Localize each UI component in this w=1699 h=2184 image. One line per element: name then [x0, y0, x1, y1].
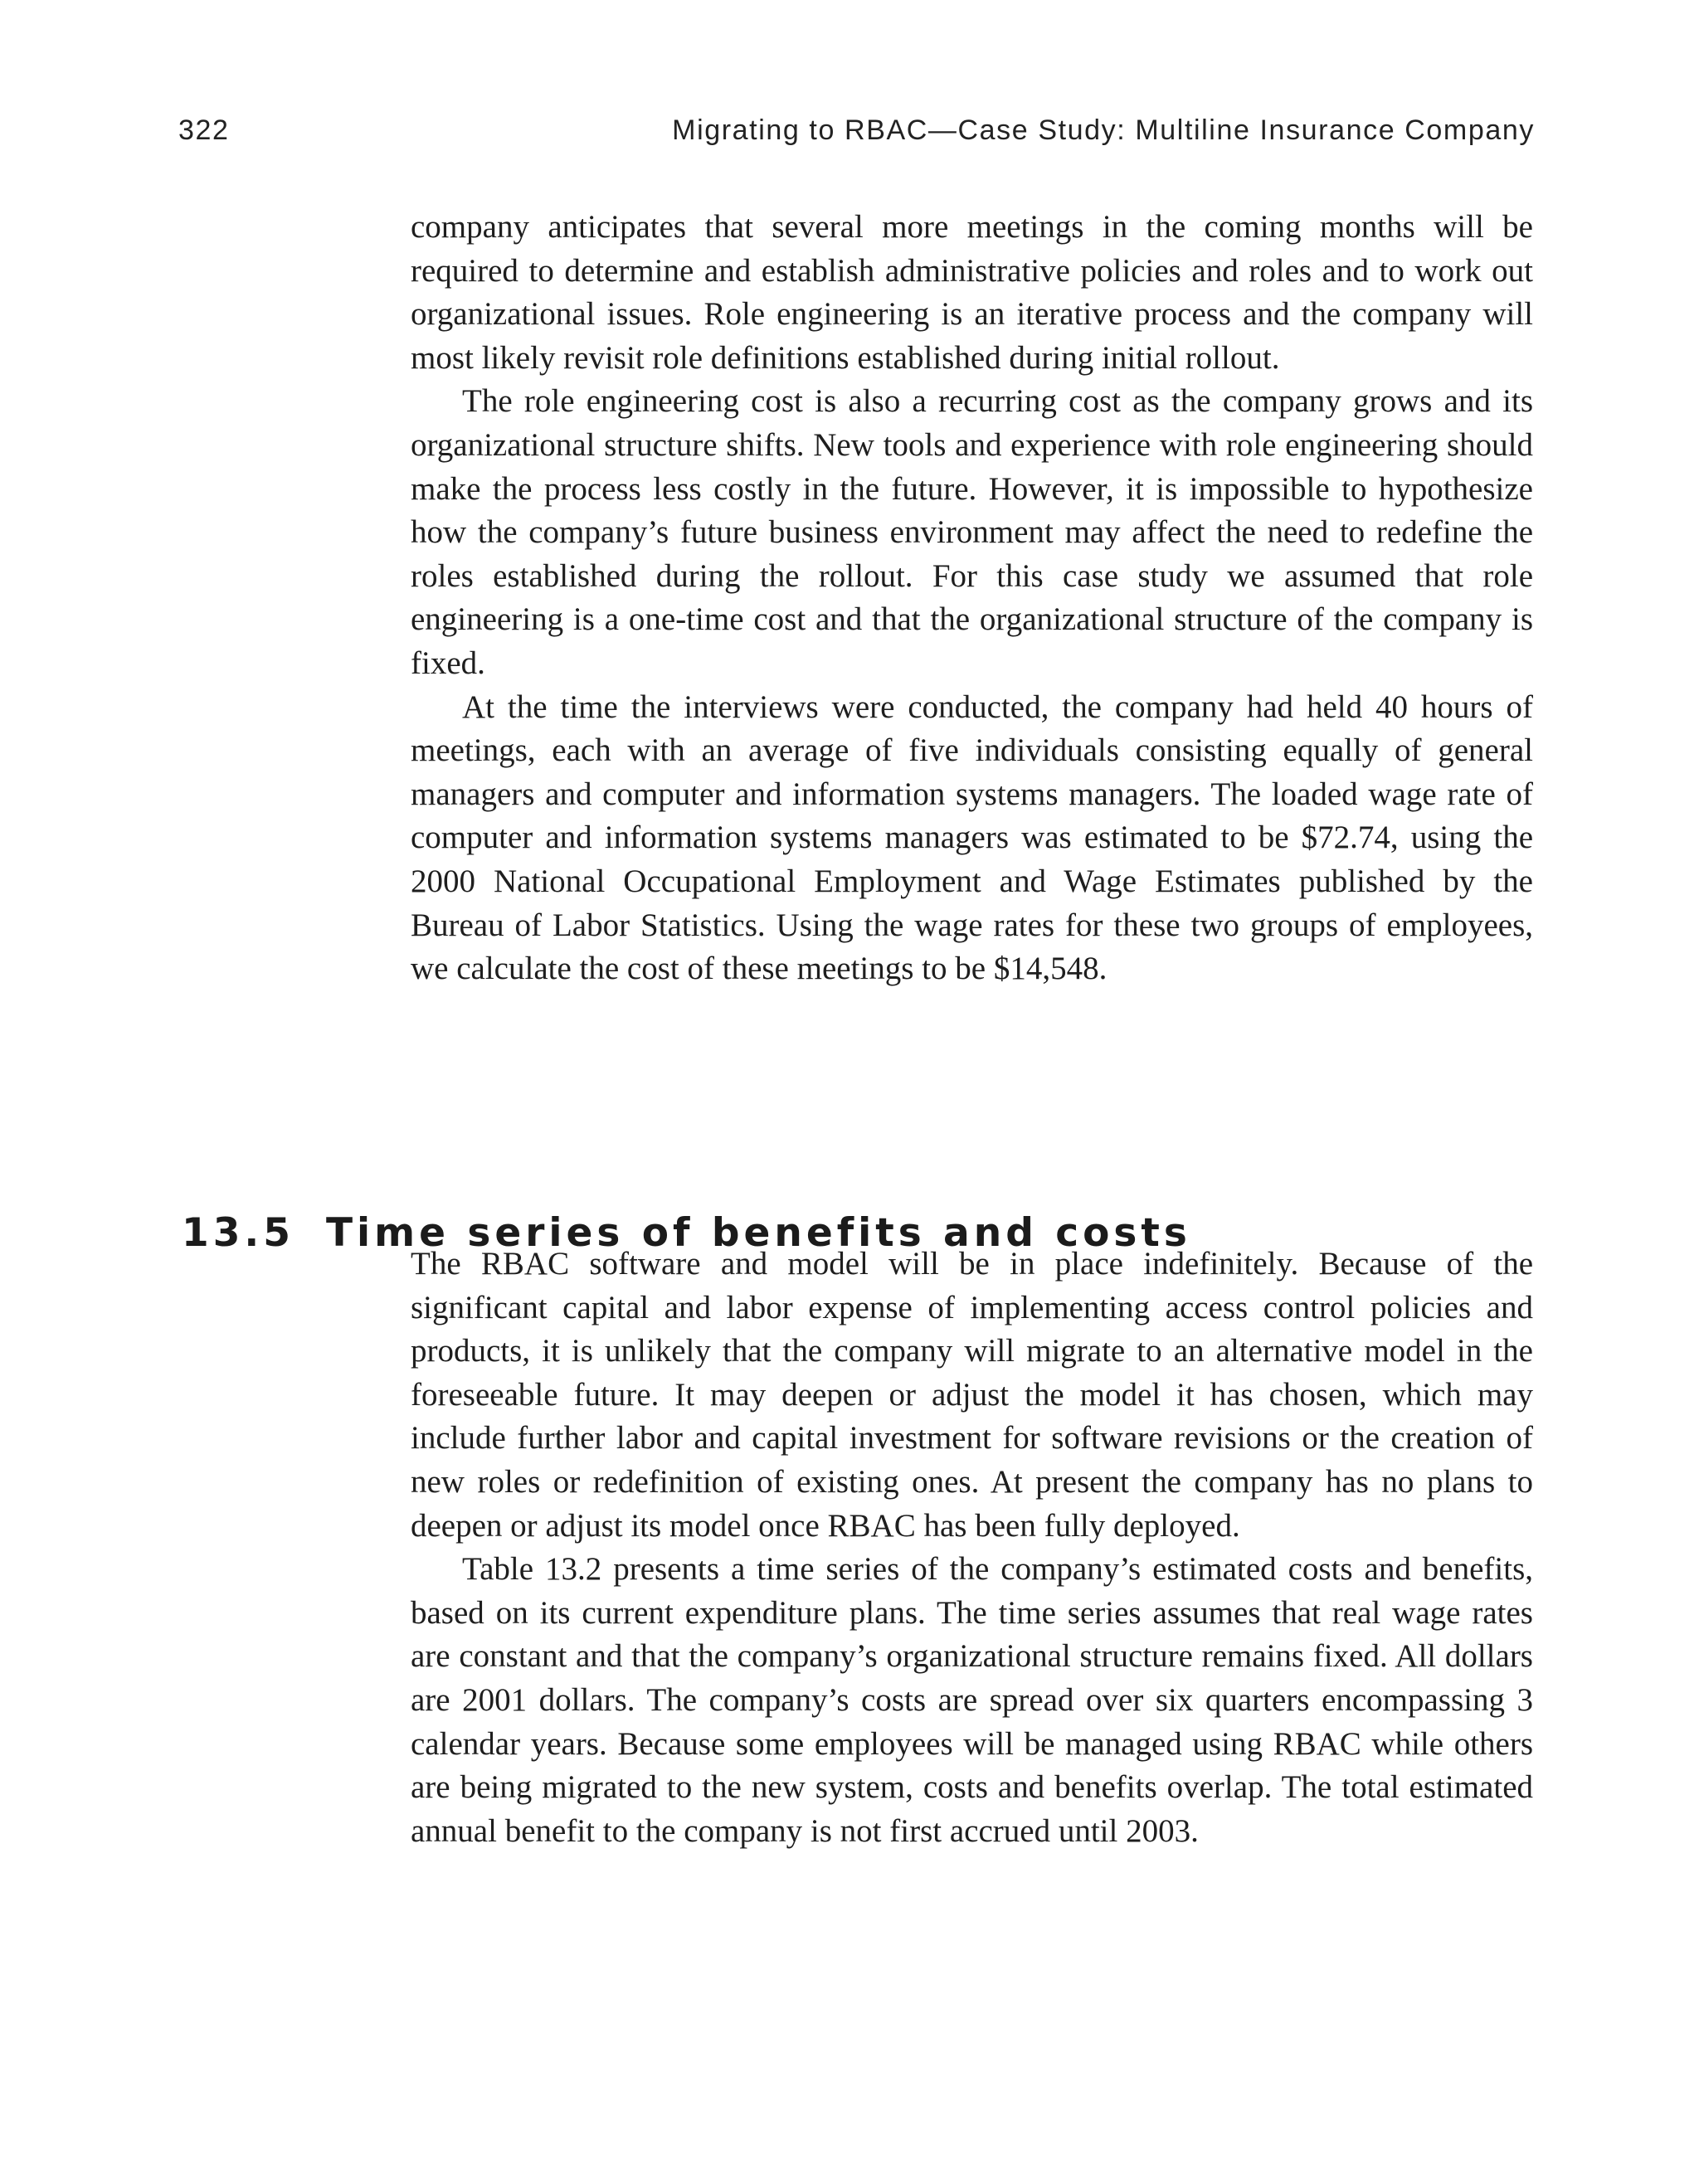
running-header: [178, 114, 1535, 156]
paragraph-role-engineering-cost: The role engineering cost is also a recurring cost as the company grows and its organizational structure shifts. New tools and experience with role engineering should make the process less costly in the future. However, it is impossible to hypothesize how the company’s future business environment may affect the need to redefine the roles established during the rollout. For this case study we assumed that role engineering is a one-time cost and that the organizational structure of the company is fixed.: [411, 383, 1533, 681]
section-title: Time series of benefits and costs: [326, 1210, 1191, 1256]
paragraph-continued: company anticipates that several more meetings in the coming months will be required to determine and establish administrative policies and roles and to work out organizational issues. Role engineering is an iterative process and the company will most likely revisit role definitions established during initial rollout.: [411, 209, 1533, 376]
running-title: Migrating to RBAC—Case Study: Multiline Insurance Company: [672, 114, 1535, 146]
page-number: 322: [178, 114, 230, 146]
body-text-before-section: [411, 206, 1533, 991]
body-text-section: [411, 1243, 1533, 1853]
paragraph-rbac-indefinite: The RBAC software and model will be in place indefinitely. Because of the significant capital and labor expense of implementing access control policies and products, it is unlikely that the company will migrate to an alternative model in the foreseeable future. It may deepen or adjust the model it has chosen, which may include further labor and capital investment for software revisions or the creation of new roles or redefinition of existing ones. At present the company has no plans to deepen or adjust its model once RBAC has been fully deployed.: [411, 1246, 1533, 1544]
section-number: 13.5: [182, 1210, 295, 1256]
paragraph-table-time-series: Table 13.2 presents a time series of the company’s estimated costs and benefits, based on its current expenditure plans. The time series assumes that real wage rates are constant and that the company’s organizational structure remains fixed. All dollars are 2001 dollars. The company’s costs are spread over six quarters encompassing 3 calendar years. Because some employees will be managed using RBAC while others are being migrated to the new system, costs and benefits overlap. The total estimated annual benefit to the company is not first accrued until 2003.: [411, 1551, 1533, 1849]
paragraph-meetings-cost: At the time the interviews were conducted, the company had held 40 hours of meetings, each with an average of five individuals consisting equally of general managers and computer and information systems managers. The loaded wage rate of computer and information systems managers was estimated to be $72.74, using the 2000 National Occupational Employment and Wage Estimates published by the Bureau of Labor Statistics. Using the wage rates for these two groups of employees, we calculate the cost of these meetings to be $14,548.: [411, 688, 1533, 987]
